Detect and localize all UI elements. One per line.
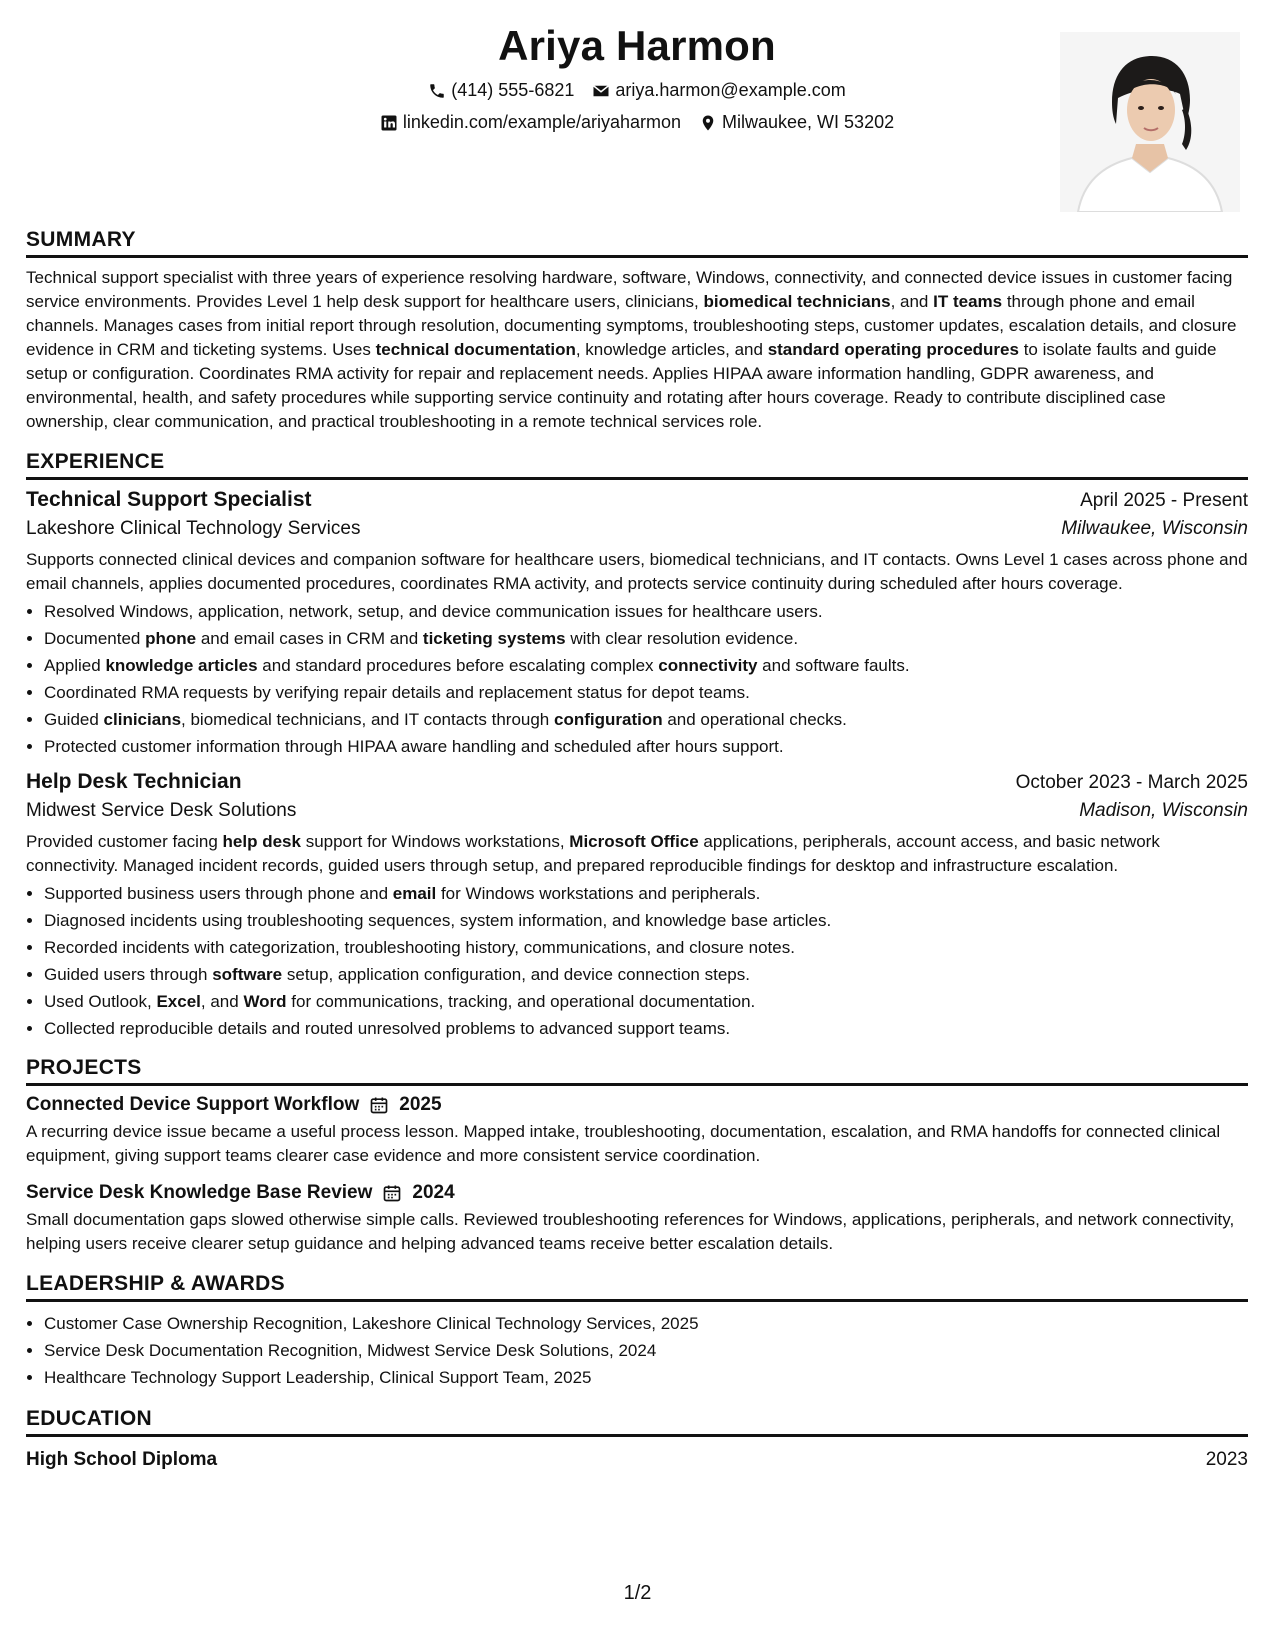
- linkedin-icon: [380, 114, 398, 132]
- job-summary: [26, 548, 1248, 596]
- text-run: Diagnosed incidents using troubleshooting sequences, system information, and knowledge base articles.: [44, 911, 832, 930]
- text-run: for communications, tracking, and operational documentation.: [286, 992, 756, 1011]
- list-item: [44, 733, 1248, 760]
- summary-text: [26, 266, 1248, 434]
- job-bullets: [26, 880, 1248, 1042]
- project-year: 2024: [412, 1182, 455, 1203]
- resume-page: [26, 0, 1248, 1650]
- list-item: [44, 706, 1248, 733]
- education-year: 2023: [1205, 1449, 1248, 1470]
- list-item: [44, 961, 1248, 988]
- job-company: Midwest Service Desk Solutions: [26, 800, 297, 821]
- job-location: Madison, Wisconsin: [1079, 800, 1248, 821]
- text-run: for Windows workstations and peripherals.: [436, 884, 761, 903]
- project-name: Service Desk Knowledge Base Review: [26, 1182, 373, 1203]
- linkedin-text[interactable]: linkedin.com/example/ariyaharmon: [402, 112, 682, 132]
- job-title: Technical Support Specialist: [26, 488, 312, 511]
- list-item: • Healthcare Technology Support Leadership, Clinical Support Team, 2025: [44, 1364, 1248, 1391]
- education-section: [26, 1407, 1248, 1471]
- bold-keyword: Excel: [156, 992, 201, 1011]
- leadership-title: LEADERSHIP & AWARDS: [26, 1272, 1248, 1302]
- bold-keyword: standard operating procedures: [767, 340, 1019, 359]
- text-run: with clear resolution evidence.: [565, 629, 799, 648]
- text-run: setup, application configuration, and device connection steps.: [282, 965, 750, 984]
- text-run: Protected customer information through HIPAA aware handling and scheduled after hours support.: [44, 737, 784, 756]
- location-contact: [699, 112, 894, 133]
- project-year: 2025: [399, 1094, 442, 1115]
- email-contact[interactable]: [592, 80, 845, 101]
- text-run: and operational checks.: [662, 710, 847, 729]
- bold-keyword: email: [392, 884, 437, 903]
- text-run: support for Windows workstations,: [300, 832, 570, 851]
- text-run: , knowledge articles, and: [575, 340, 768, 359]
- text-run: and software faults.: [757, 656, 910, 675]
- list-item: [44, 907, 1248, 934]
- bold-keyword: configuration: [554, 710, 663, 729]
- list-item: • Service Desk Documentation Recognition, Midwest Service Desk Solutions, 2024: [44, 1337, 1248, 1364]
- bold-keyword: clinicians: [103, 710, 182, 729]
- experience-section: [26, 450, 1248, 1042]
- job-company: Lakeshore Clinical Technology Services: [26, 518, 361, 539]
- list-item: [44, 934, 1248, 961]
- bold-keyword: IT teams: [933, 292, 1003, 311]
- job-bullets: [26, 598, 1248, 760]
- list-item: [44, 598, 1248, 625]
- education-title: EDUCATION: [26, 1407, 1248, 1437]
- text-run: Provided customer facing: [26, 832, 223, 851]
- text-run: Guided: [44, 710, 104, 729]
- job-dates: April 2025 - Present: [1080, 490, 1248, 511]
- list-item: • Customer Case Ownership Recognition, Lakeshore Clinical Technology Services, 2025: [44, 1310, 1248, 1337]
- text-run: Used Outlook,: [44, 992, 157, 1011]
- page-number: 1/2: [623, 1582, 652, 1604]
- text-run: Collected reproducible details and routed unresolved problems to advanced support teams.: [44, 1019, 731, 1038]
- bold-keyword: connectivity: [658, 656, 758, 675]
- email-text[interactable]: ariya.harmon@example.com: [615, 80, 846, 100]
- text-run: Documented: [44, 629, 146, 648]
- map-pin-icon: [699, 114, 717, 132]
- project-name: Connected Device Support Workflow: [26, 1094, 360, 1115]
- projects-title: PROJECTS: [26, 1056, 1248, 1086]
- project-description: A recurring device issue became a useful process lesson. Mapped intake, troubleshooting, documentation, escalation, and RMA handoffs for connected clinical equipment, giving support teams clearer case evidence and more consistent service coordination.: [26, 1122, 1221, 1165]
- list-item: [44, 1015, 1248, 1042]
- bold-keyword: Word: [243, 992, 287, 1011]
- phone-icon: [428, 82, 446, 100]
- bold-keyword: biomedical technicians: [703, 292, 891, 311]
- linkedin-contact[interactable]: [380, 112, 681, 133]
- bold-keyword: ticketing systems: [422, 629, 566, 648]
- text-run: Supports connected clinical devices and companion software for healthcare users, biomedical technicians, and IT contacts. Owns Level 1 cases across phone and email channels, applies documented procedures, coordinates RMA activity, and protects service continuity during scheduled after hours coverage.: [26, 550, 1248, 593]
- phone-text: (414) 555-6821: [451, 80, 575, 100]
- profile-photo-illustration: [1060, 32, 1240, 212]
- text-run: , and: [200, 992, 244, 1011]
- text-run: Recorded incidents with categorization, troubleshooting history, communications, and closure notes.: [44, 938, 795, 957]
- project-entry: [26, 1182, 1248, 1256]
- list-item: [44, 652, 1248, 679]
- bold-keyword: help desk: [222, 832, 301, 851]
- job-title: Help Desk Technician: [26, 770, 242, 793]
- text-run: Resolved Windows, application, network, setup, and device communication issues for healthcare users.: [44, 602, 823, 621]
- text-run: , biomedical technicians, and IT contacts through: [181, 710, 554, 729]
- resume-header: [26, 0, 1248, 228]
- summary-title: SUMMARY: [26, 228, 1248, 258]
- bold-keyword: knowledge articles: [105, 656, 258, 675]
- location-text: Milwaukee, WI 53202: [722, 112, 895, 132]
- job-dates: October 2023 - March 2025: [1015, 772, 1248, 793]
- bold-keyword: phone: [145, 629, 197, 648]
- text-run: and email cases in CRM and: [196, 629, 423, 648]
- leadership-section: [26, 1272, 1248, 1391]
- candidate-name: Ariya Harmon: [498, 22, 776, 69]
- text-run: Guided users through: [44, 965, 213, 984]
- experience-title: EXPERIENCE: [26, 450, 1248, 480]
- calendar-icon: [369, 1095, 389, 1115]
- list-item: [44, 880, 1248, 907]
- project-entry: [26, 1094, 1248, 1168]
- text-run: applications, peripherals, account access, and basic network connectivity. Managed incident records, guided users through setup, and prepared reproducible findings for desktop and infrastructure escalation.: [26, 832, 1160, 875]
- bold-keyword: technical documentation: [375, 340, 576, 359]
- text-run: Technical support specialist with three years of experience resolving hardware, software, Windows, connectivity, and connected device issues in customer facing service environments. Provides Level 1 help desk support for healthcare users, clinicians,: [26, 268, 1233, 311]
- project-description: Small documentation gaps slowed otherwise simple calls. Reviewed troubleshooting references for Windows, applications, peripherals, and network connectivity, helping users receive clearer setup guidance and helping advanced teams receive better escalation details.: [26, 1210, 1235, 1253]
- text-run: Coordinated RMA requests by verifying repair details and replacement status for depot teams.: [44, 683, 750, 702]
- calendar-icon: [382, 1183, 402, 1203]
- job-entry: [26, 770, 1248, 1042]
- text-run: through phone and email channels. Manages cases from initial report through resolution, documenting symptoms, troubleshooting steps, customer updates, escalation details, and closure evidence in CRM and ticketing systems. Uses: [26, 292, 1237, 359]
- envelope-icon: [592, 82, 610, 100]
- profile-photo: [1060, 32, 1240, 212]
- list-item: [44, 625, 1248, 652]
- bold-keyword: software: [212, 965, 283, 984]
- text-run: to isolate faults and guide setup or configuration. Coordinates RMA activity for repair and replacement needs. Applies HIPAA aware information handling, GDPR awareness, and environmental, health, and safety procedures while supporting service continuity and rotating after hours coverage. Ready to contribute disciplined case ownership, clear communication, and practical troubleshooting in a remote technical services role.: [26, 340, 1217, 431]
- leadership-list: [26, 1310, 1248, 1391]
- education-degree: High School Diploma: [26, 1449, 218, 1470]
- phone-contact: [428, 80, 574, 101]
- list-item: [44, 679, 1248, 706]
- job-location: Milwaukee, Wisconsin: [1061, 518, 1248, 539]
- projects-section: [26, 1056, 1248, 1256]
- job-entry: [26, 488, 1248, 760]
- text-run: Applied: [44, 656, 106, 675]
- job-summary: [26, 830, 1248, 878]
- text-run: Supported business users through phone and: [44, 884, 393, 903]
- bold-keyword: Microsoft Office: [569, 832, 699, 851]
- list-item: [44, 988, 1248, 1015]
- text-run: , and: [890, 292, 934, 311]
- text-run: and standard procedures before escalating complex: [257, 656, 659, 675]
- summary-section: [26, 228, 1248, 434]
